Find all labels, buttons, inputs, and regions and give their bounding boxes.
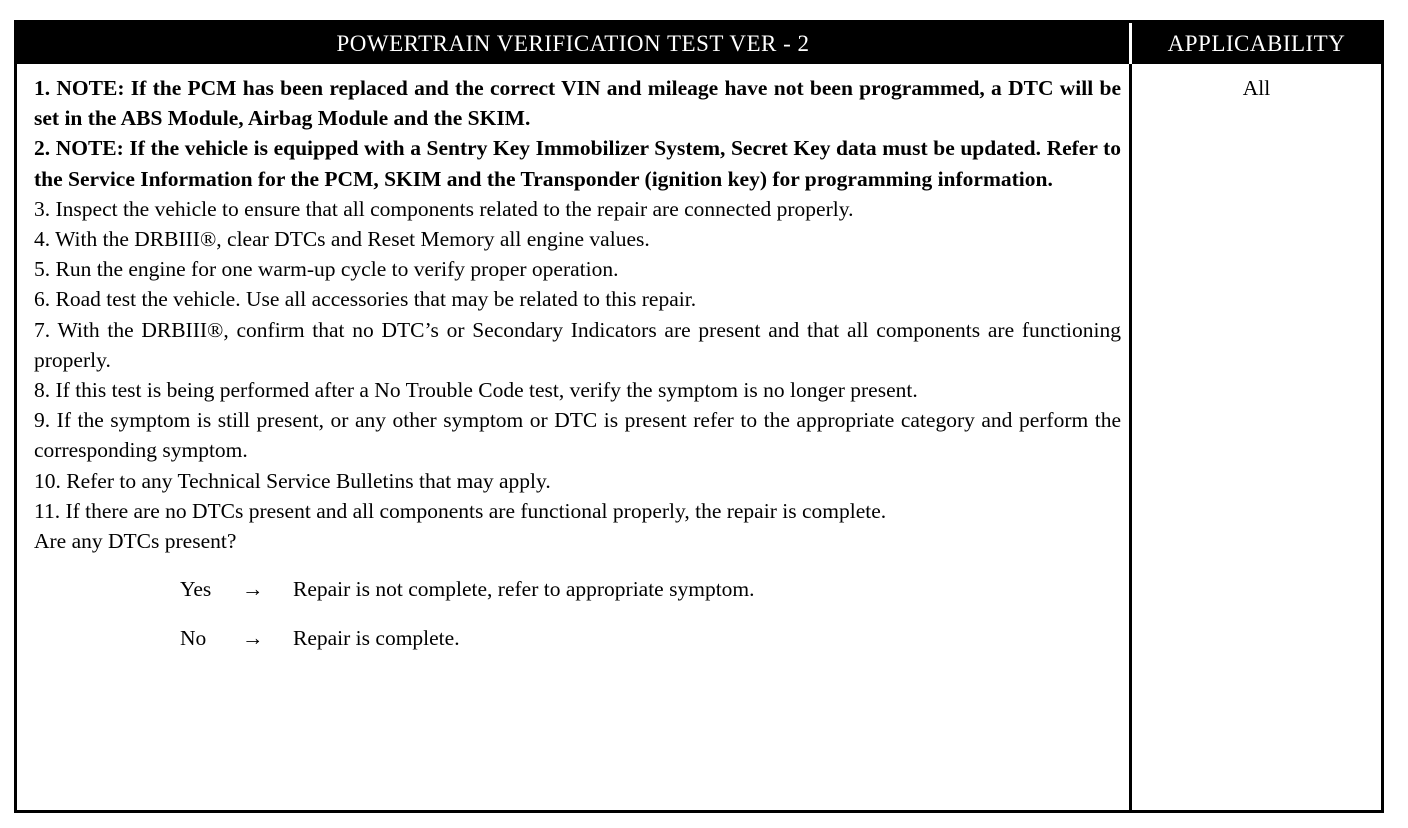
column-divider: [1129, 64, 1132, 813]
answer-yes-label: Yes: [180, 577, 212, 602]
answer-no-label: No: [180, 626, 207, 651]
step-8: 8. If this test is being performed after a No Trouble Code test, verify the symptom is no longer present.: [34, 378, 918, 403]
step-3: 3. Inspect the vehicle to ensure that all components related to the repair are connected properly.: [34, 196, 854, 221]
answer-yes-result: Repair is not complete, refer to appropriate symptom.: [293, 577, 755, 602]
answer-yes-row: [34, 574, 1121, 623]
test-title: POWERTRAIN VERIFICATION TEST VER - 2: [336, 31, 810, 56]
step-7: 7. With the DRBIII®, confirm that no DTC’s or Secondary Indicators are present and that all components are functioning properly.: [34, 317, 1121, 372]
applicability-value: All: [1242, 76, 1271, 100]
step-6: 6. Road test the vehicle. Use all accessories that may be related to this repair.: [34, 287, 697, 312]
step-4: 4. With the DRBIII®, clear DTCs and Reset Memory all engine values.: [34, 227, 650, 252]
verification-test-table: [14, 20, 1384, 813]
decision-answers: [34, 574, 1121, 672]
applicability-heading: APPLICABILITY: [1167, 31, 1346, 56]
step-5: 5. Run the engine for one warm-up cycle to verify proper operation.: [34, 257, 619, 282]
answer-no-result: Repair is complete.: [293, 626, 460, 651]
step-9: 9. If the symptom is still present, or any other symptom or DTC is present refer to the appropriate category and perform the corresponding symptom.: [34, 408, 1121, 463]
step-10: 10. Refer to any Technical Service Bulletins that may apply.: [34, 468, 551, 493]
step-2-note: 2. NOTE: If the vehicle is equipped with a Sentry Key Immobilizer System, Secret Key data must be updated. Refer to the Service Information for the PCM, SKIM and the Transponder (ignition key) for programming information.: [34, 136, 1121, 191]
table-header: [17, 23, 1381, 64]
test-procedure: [34, 73, 1121, 672]
step-1-note: 1. NOTE: If the PCM has been replaced and the correct VIN and mileage have not been programmed, a DTC will be set in the ABS Module, Airbag Module and the SKIM.: [34, 76, 1121, 131]
answer-no-row: [34, 623, 1121, 672]
step-11: 11. If there are no DTCs present and all components are functional properly, the repair is complete.: [34, 498, 887, 523]
right-arrow-icon: →: [242, 626, 264, 651]
right-arrow-icon: →: [242, 577, 264, 602]
decision-question: Are any DTCs present?: [34, 529, 237, 554]
